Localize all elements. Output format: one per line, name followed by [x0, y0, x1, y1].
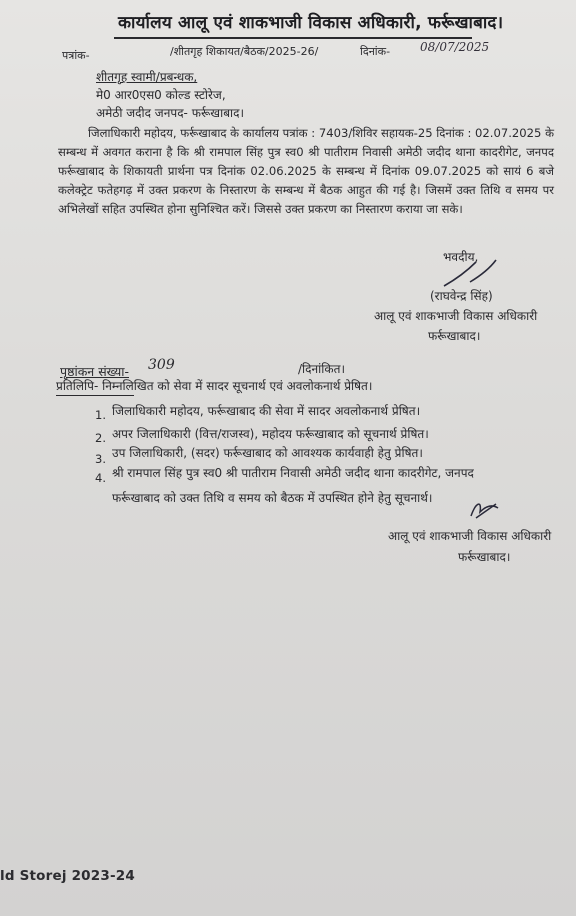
signatory-location: फर्रूखाबाद। [428, 329, 481, 343]
list-item-number: 3. [95, 452, 106, 466]
patrank-number: /शीतगृह शिकायत/बैठक/2025-26/ [170, 45, 319, 58]
list-item: अपर जिलाधिकारी (वित्त/राजस्व), महोदय फर्रूखाबाद को सूचनार्थ प्रेषित। [112, 427, 429, 441]
dinank-label: दिनांक- [360, 45, 391, 58]
list-item: उप जिलाधिकारी, (सदर) फर्रूखाबाद को आवश्यक कार्यवाही हेतु प्रेषित। [112, 446, 423, 460]
copy-to-heading: प्रतिलिपि- निम्नलिखित को सेवा में सादर सूचनार्थ एवं अवलोकनार्थ प्रेषित। [56, 379, 373, 393]
endorsement-label: पृष्ठांकन संख्या- [60, 364, 129, 379]
addressee-line-3: अमेठी जदीद जनपद- फर्रूखाबाद। [96, 106, 245, 120]
list-item-number: 1. [95, 408, 106, 422]
signatory-name: (राघवेन्द्र सिंह) [430, 289, 493, 303]
signatory-designation: आलू एवं शाकभाजी विकास अधिकारी [374, 309, 538, 323]
list-item-number: 2. [95, 431, 106, 445]
dinank-handwritten-date: 08/07/2025 [420, 40, 490, 54]
patrank-label: पत्रांक- [62, 49, 90, 62]
body-paragraph: जिलाधिकारी महोदय, फर्रूखाबाद के कार्यालय पत्रांक : 7403/शिविर सहायक-25 दिनांक : 02.07.2025 के सम्बन्ध में अवगत कराना है कि श्री रामपाल सिंह पुत्र स्व0 श्री पातीराम निवासी अमेठी जदीद थाना कादरीगेट, जनपद फर्रूखाबाद के शिकायती प्रार्थना पत्र दिनांक 02.06.2025 के सम्बन्ध में दिनांक 09.07.2025 को सायं 6 बजे कलेक्ट्रेट फतेहगढ़ में उक्त प्रकरण के निस्तारण के सम्बन्ध में बैठक आहुत की गई है। जिसमें उक्त तिथि व समय पर अभिलेखों सहित उपस्थित होना सुनिश्चित करें। जिससे उक्त प्रकरण का निस्तारण कराया जा सके। [58, 126, 555, 216]
endorsement-number: 309 [148, 357, 175, 373]
list-item: श्री रामपाल सिंह पुत्र स्व0 श्री पातीराम निवासी अमेठी जदीद थाना कादरीगेट, जनपद [112, 466, 474, 480]
initials-mark [468, 496, 502, 522]
footer-reference-code: ld Storej 2023-24 [0, 868, 135, 884]
closing-text: भवदीय, [443, 250, 479, 264]
endorsement-dated: /दिनांकित। [298, 362, 346, 376]
title-underline [114, 37, 472, 39]
list-item-number: 4. [95, 471, 106, 485]
addressee-line-2: मे0 आर0एस0 कोल्ड स्टोरेज, [96, 88, 226, 102]
footer-location: फर्रूखाबाद। [458, 550, 511, 564]
list-item-continuation: फर्रूखाबाद को उक्त तिथि व समय को बैठक में उपस्थित होने हेतु सूचनार्थ। [112, 491, 433, 505]
copy-to-underline [56, 395, 134, 396]
list-item: जिलाधिकारी महोदय, फर्रूखाबाद की सेवा में सादर अवलोकनार्थ प्रेषित। [112, 404, 421, 418]
footer-designation: आलू एवं शाकभाजी विकास अधिकारी [388, 529, 552, 543]
addressee-line-1: शीतगृह स्वामी/प्रबन्धक, [96, 70, 198, 84]
office-title: कार्यालय आलू एवं शाकभाजी विकास अधिकारी, फर्रूखाबाद। [118, 13, 504, 33]
signature-mark [440, 256, 500, 292]
